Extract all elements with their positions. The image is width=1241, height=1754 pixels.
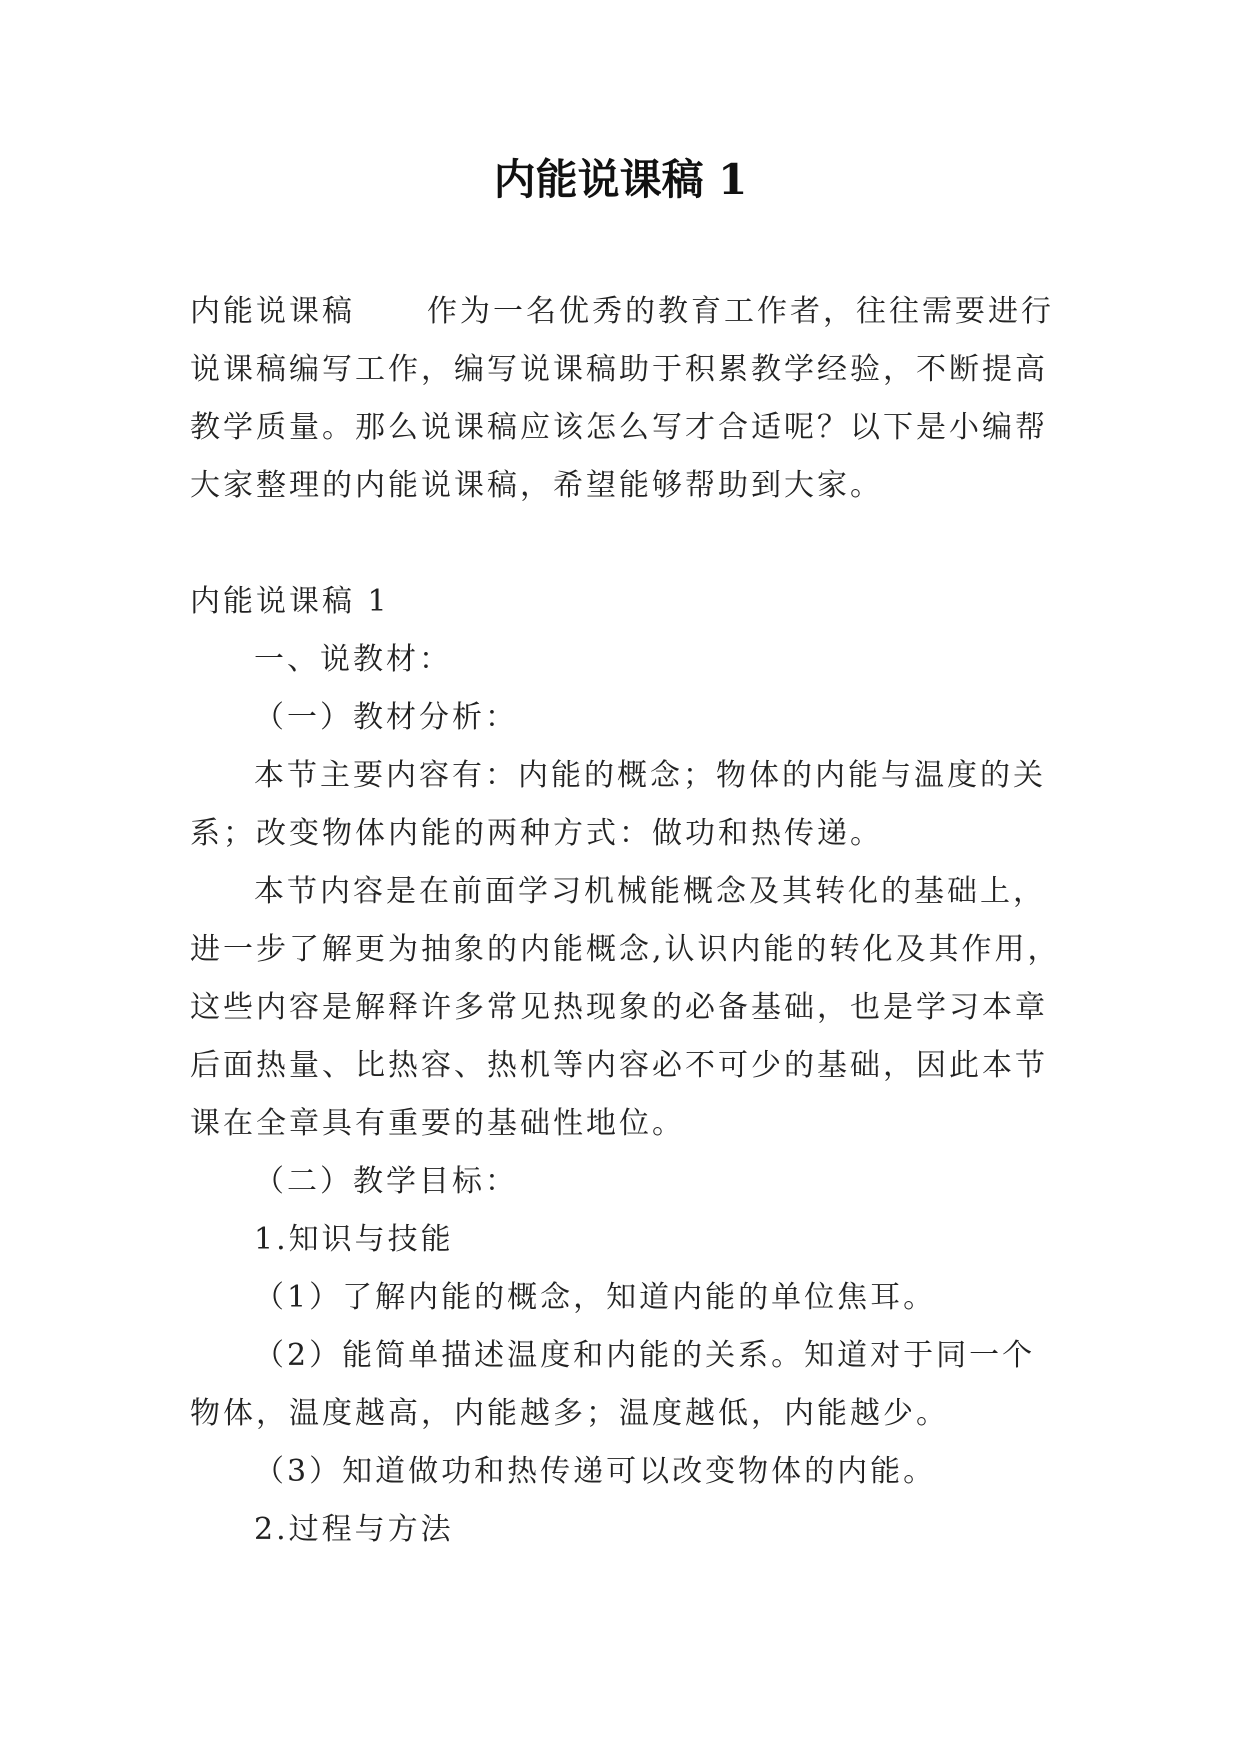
paragraph-line: 系；改变物体内能的两种方式：做功和热传递。 xyxy=(190,816,883,851)
paragraph-line: 这些内容是解释许多常见热现象的必备基础，也是学习本章 xyxy=(190,990,1048,1025)
intro-line xyxy=(190,283,1054,341)
section-heading: 内能说课稿 1 xyxy=(190,584,390,619)
heading-level-2: （二）教学目标： xyxy=(254,1164,518,1199)
paragraph-line: 本节主要内容有：内能的概念；物体的内能与温度的关 xyxy=(254,758,1046,793)
list-item: （1）了解内能的概念，知道内能的单位焦耳。 xyxy=(254,1280,937,1315)
paragraph-line: 后面热量、比热容、热机等内容必不可少的基础，因此本节 xyxy=(190,1048,1048,1083)
intro-line-text: 作为一名优秀的教育工作者，往往需要进行 xyxy=(427,294,1054,329)
intro-paragraph xyxy=(190,283,1054,515)
document-body xyxy=(190,573,1070,1559)
paragraph-line: 课在全章具有重要的基础性地位。 xyxy=(190,1106,685,1141)
intro-line: 大家整理的内能说课稿，希望能够帮助到大家。 xyxy=(190,468,883,503)
list-item: （2）能简单描述温度和内能的关系。知道对于同一个 xyxy=(254,1338,1036,1373)
intro-line: 教学质量。那么说课稿应该怎么写才合适呢？以下是小编帮 xyxy=(190,410,1048,445)
list-item-continuation: 物体，温度越高，内能越多；温度越低，内能越少。 xyxy=(190,1396,949,1431)
paragraph-line: 本节内容是在前面学习机械能概念及其转化的基础上， xyxy=(254,874,1046,909)
intro-line: 说课稿编写工作，编写说课稿助于积累教学经验，不断提高 xyxy=(190,352,1048,387)
paragraph-line: 进一步了解更为抽象的内能概念,认识内能的转化及其作用， xyxy=(190,932,1061,967)
heading-level-1: 一、说教材： xyxy=(254,642,452,677)
heading-level-2: （一）教材分析： xyxy=(254,700,518,735)
intro-label: 内能说课稿 xyxy=(190,294,355,329)
list-heading: 1.知识与技能 xyxy=(254,1222,454,1257)
list-item: （3）知道做功和热传递可以改变物体的内能。 xyxy=(254,1454,937,1489)
document-title: 内能说课稿 1 xyxy=(493,155,748,204)
list-heading: 2.过程与方法 xyxy=(254,1512,454,1547)
